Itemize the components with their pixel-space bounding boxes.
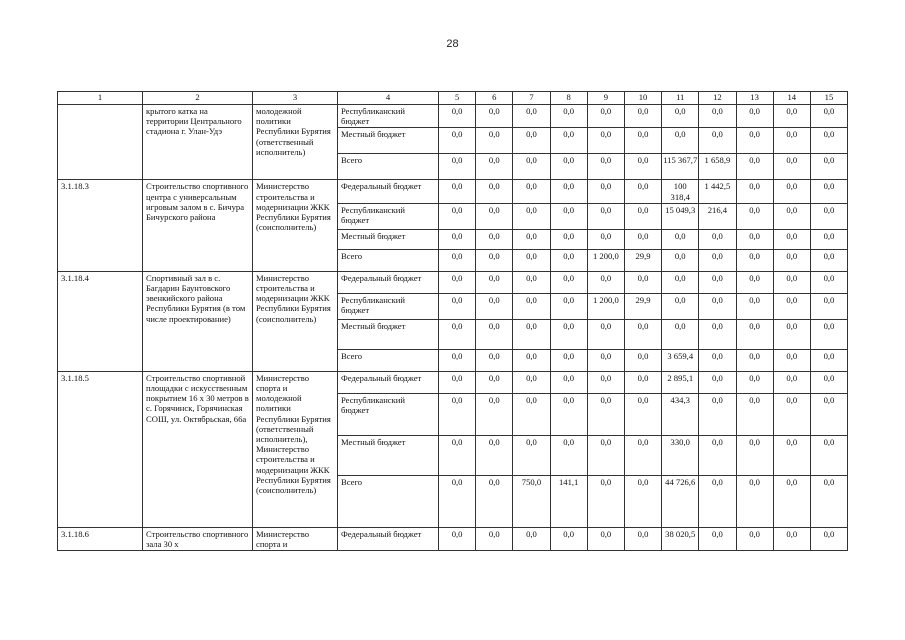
value-cell: 0,0 bbox=[513, 371, 550, 393]
value-cell: 2 895,1 bbox=[662, 371, 699, 393]
value-cell: 0,0 bbox=[439, 475, 476, 527]
value-cell: 0,0 bbox=[550, 319, 587, 349]
value-cell: 0,0 bbox=[699, 349, 736, 371]
value-cell: 0,0 bbox=[439, 393, 476, 435]
value-cell: 0,0 bbox=[624, 180, 661, 203]
funding-source-cell: Местный бюджет bbox=[338, 229, 439, 249]
value-cell: 0,0 bbox=[810, 154, 847, 180]
value-cell: 0,0 bbox=[699, 319, 736, 349]
header-cell: 12 bbox=[699, 92, 736, 105]
value-cell: 0,0 bbox=[587, 475, 624, 527]
value-cell: 0,0 bbox=[810, 319, 847, 349]
value-cell: 0,0 bbox=[513, 435, 550, 475]
value-cell: 0,0 bbox=[810, 435, 847, 475]
table-row bbox=[58, 105, 848, 128]
value-cell: 0,0 bbox=[773, 229, 810, 249]
page-number: 28 bbox=[446, 38, 459, 50]
value-cell: 0,0 bbox=[476, 105, 513, 128]
value-cell: 0,0 bbox=[513, 271, 550, 293]
value-cell: 0,0 bbox=[662, 271, 699, 293]
value-cell: 0,0 bbox=[773, 249, 810, 271]
value-cell: 0,0 bbox=[513, 203, 550, 229]
table-row bbox=[58, 271, 848, 293]
row-id-cell: 3.1.18.6 bbox=[58, 527, 143, 550]
value-cell: 330,0 bbox=[662, 435, 699, 475]
value-cell: 1 442,5 bbox=[699, 180, 736, 203]
value-cell: 100 318,4 bbox=[662, 180, 699, 203]
value-cell: 0,0 bbox=[550, 527, 587, 550]
value-cell: 0,0 bbox=[662, 128, 699, 154]
table-row bbox=[58, 371, 848, 393]
value-cell: 0,0 bbox=[476, 203, 513, 229]
value-cell: 1 658,9 bbox=[699, 154, 736, 180]
value-cell: 0,0 bbox=[550, 229, 587, 249]
value-cell: 0,0 bbox=[476, 293, 513, 319]
value-cell: 0,0 bbox=[810, 527, 847, 550]
value-cell: 0,0 bbox=[810, 293, 847, 319]
value-cell: 0,0 bbox=[624, 349, 661, 371]
value-cell: 0,0 bbox=[476, 229, 513, 249]
value-cell: 0,0 bbox=[513, 249, 550, 271]
value-cell: 0,0 bbox=[699, 105, 736, 128]
value-cell: 0,0 bbox=[439, 154, 476, 180]
executor-cell: молодежной политики Республики Бурятия (ответственный исполнитель) bbox=[253, 105, 338, 180]
value-cell: 15 049,3 bbox=[662, 203, 699, 229]
funding-source-cell: Местный бюджет bbox=[338, 435, 439, 475]
value-cell: 0,0 bbox=[662, 229, 699, 249]
value-cell: 0,0 bbox=[587, 527, 624, 550]
header-cell: 15 bbox=[810, 92, 847, 105]
value-cell: 0,0 bbox=[699, 229, 736, 249]
header-cell: 7 bbox=[513, 92, 550, 105]
value-cell: 0,0 bbox=[587, 349, 624, 371]
value-cell: 0,0 bbox=[476, 271, 513, 293]
value-cell: 0,0 bbox=[624, 271, 661, 293]
funding-source-cell: Республиканский бюджет bbox=[338, 293, 439, 319]
header-cell: 5 bbox=[439, 92, 476, 105]
event-name-cell: крытого катка на территории Центрального стадиона г. Улан-Удэ bbox=[143, 105, 253, 180]
value-cell: 0,0 bbox=[439, 128, 476, 154]
value-cell: 0,0 bbox=[699, 271, 736, 293]
value-cell: 0,0 bbox=[736, 249, 773, 271]
value-cell: 0,0 bbox=[550, 203, 587, 229]
value-cell: 0,0 bbox=[587, 435, 624, 475]
value-cell: 0,0 bbox=[773, 349, 810, 371]
value-cell: 0,0 bbox=[513, 105, 550, 128]
value-cell: 0,0 bbox=[736, 229, 773, 249]
funding-source-cell: Местный бюджет bbox=[338, 319, 439, 349]
value-cell: 0,0 bbox=[513, 527, 550, 550]
value-cell: 0,0 bbox=[699, 293, 736, 319]
value-cell: 0,0 bbox=[587, 319, 624, 349]
value-cell: 0,0 bbox=[550, 249, 587, 271]
event-name-cell: Строительство спортивной площадки с искусственным покрытием 16 х 30 метров в с. Горячинск, Горячинская СОШ, ул. Октябрьская, 66а bbox=[143, 371, 253, 527]
table-row bbox=[58, 180, 848, 203]
header-cell: 9 bbox=[587, 92, 624, 105]
funding-source-cell: Всего bbox=[338, 475, 439, 527]
value-cell: 0,0 bbox=[736, 154, 773, 180]
executor-cell: Министерство строительства и модернизации ЖКК Республики Бурятия (соисполнитель) bbox=[253, 180, 338, 271]
value-cell: 0,0 bbox=[513, 229, 550, 249]
value-cell: 0,0 bbox=[736, 271, 773, 293]
value-cell: 0,0 bbox=[439, 319, 476, 349]
value-cell: 0,0 bbox=[624, 105, 661, 128]
table-body bbox=[58, 105, 848, 551]
value-cell: 0,0 bbox=[624, 154, 661, 180]
value-cell: 0,0 bbox=[810, 229, 847, 249]
value-cell: 0,0 bbox=[439, 527, 476, 550]
value-cell: 0,0 bbox=[624, 128, 661, 154]
value-cell: 0,0 bbox=[773, 180, 810, 203]
value-cell: 0,0 bbox=[550, 154, 587, 180]
value-cell: 0,0 bbox=[699, 128, 736, 154]
value-cell: 0,0 bbox=[587, 393, 624, 435]
value-cell: 0,0 bbox=[736, 527, 773, 550]
value-cell: 3 659,4 bbox=[662, 349, 699, 371]
value-cell: 0,0 bbox=[587, 154, 624, 180]
event-name-cell: Строительство спортивного центра с универсальным игровым залом в с. Бичура Бичурского района bbox=[143, 180, 253, 271]
row-id-cell: 3.1.18.4 bbox=[58, 271, 143, 371]
value-cell: 0,0 bbox=[736, 393, 773, 435]
value-cell: 0,0 bbox=[439, 271, 476, 293]
value-cell: 0,0 bbox=[699, 393, 736, 435]
executor-cell: Министерство спорта и bbox=[253, 527, 338, 550]
value-cell: 0,0 bbox=[810, 349, 847, 371]
value-cell: 0,0 bbox=[587, 203, 624, 229]
value-cell: 0,0 bbox=[773, 154, 810, 180]
value-cell: 29,9 bbox=[624, 249, 661, 271]
header-cell: 2 bbox=[143, 92, 253, 105]
value-cell: 0,0 bbox=[624, 527, 661, 550]
funding-source-cell: Республиканский бюджет bbox=[338, 393, 439, 435]
value-cell: 0,0 bbox=[624, 229, 661, 249]
value-cell: 0,0 bbox=[513, 154, 550, 180]
value-cell: 0,0 bbox=[439, 435, 476, 475]
value-cell: 0,0 bbox=[439, 180, 476, 203]
value-cell: 0,0 bbox=[736, 435, 773, 475]
funding-source-cell: Республиканский бюджет bbox=[338, 203, 439, 229]
event-name-cell: Строительство спортивного зала 30 х bbox=[143, 527, 253, 550]
value-cell: 0,0 bbox=[550, 435, 587, 475]
value-cell: 1 200,0 bbox=[587, 249, 624, 271]
value-cell: 0,0 bbox=[476, 435, 513, 475]
value-cell: 0,0 bbox=[699, 371, 736, 393]
funding-source-cell: Республиканский бюджет bbox=[338, 105, 439, 128]
row-id-cell: 3.1.18.3 bbox=[58, 180, 143, 271]
value-cell: 0,0 bbox=[513, 319, 550, 349]
value-cell: 0,0 bbox=[513, 128, 550, 154]
row-id-cell: 3.1.18.5 bbox=[58, 371, 143, 527]
value-cell: 0,0 bbox=[476, 319, 513, 349]
value-cell: 0,0 bbox=[587, 105, 624, 128]
value-cell: 0,0 bbox=[476, 475, 513, 527]
value-cell: 0,0 bbox=[810, 249, 847, 271]
value-cell: 0,0 bbox=[476, 180, 513, 203]
funding-source-cell: Федеральный бюджет bbox=[338, 527, 439, 550]
value-cell: 0,0 bbox=[662, 105, 699, 128]
value-cell: 0,0 bbox=[587, 229, 624, 249]
funding-source-cell: Всего bbox=[338, 349, 439, 371]
value-cell: 0,0 bbox=[736, 475, 773, 527]
event-name-cell: Спортивный зал в с. Багдарин Баунтовского эвенкийского района Республики Бурятия (в том числе проектирование) bbox=[143, 271, 253, 371]
value-cell: 0,0 bbox=[550, 105, 587, 128]
value-cell: 44 726,6 bbox=[662, 475, 699, 527]
value-cell: 0,0 bbox=[476, 154, 513, 180]
value-cell: 0,0 bbox=[736, 371, 773, 393]
value-cell: 0,0 bbox=[810, 271, 847, 293]
value-cell: 1 200,0 bbox=[587, 293, 624, 319]
value-cell: 0,0 bbox=[773, 371, 810, 393]
header-cell: 11 bbox=[662, 92, 699, 105]
value-cell: 0,0 bbox=[476, 249, 513, 271]
value-cell: 0,0 bbox=[550, 293, 587, 319]
header-row bbox=[58, 92, 848, 105]
header-cell: 8 bbox=[550, 92, 587, 105]
value-cell: 0,0 bbox=[810, 371, 847, 393]
value-cell: 0,0 bbox=[624, 371, 661, 393]
value-cell: 0,0 bbox=[550, 271, 587, 293]
value-cell: 0,0 bbox=[476, 371, 513, 393]
funding-source-cell: Федеральный бюджет bbox=[338, 371, 439, 393]
value-cell: 0,0 bbox=[699, 527, 736, 550]
value-cell: 0,0 bbox=[773, 105, 810, 128]
value-cell: 0,0 bbox=[550, 128, 587, 154]
value-cell: 0,0 bbox=[587, 371, 624, 393]
value-cell: 0,0 bbox=[736, 180, 773, 203]
value-cell: 0,0 bbox=[662, 249, 699, 271]
value-cell: 0,0 bbox=[810, 105, 847, 128]
value-cell: 0,0 bbox=[662, 319, 699, 349]
value-cell: 0,0 bbox=[550, 349, 587, 371]
value-cell: 0,0 bbox=[476, 349, 513, 371]
value-cell: 0,0 bbox=[513, 393, 550, 435]
value-cell: 0,0 bbox=[773, 128, 810, 154]
value-cell: 0,0 bbox=[810, 203, 847, 229]
funding-source-cell: Всего bbox=[338, 154, 439, 180]
value-cell: 0,0 bbox=[773, 475, 810, 527]
value-cell: 29,9 bbox=[624, 293, 661, 319]
value-cell: 0,0 bbox=[513, 349, 550, 371]
value-cell: 0,0 bbox=[773, 527, 810, 550]
value-cell: 0,0 bbox=[699, 249, 736, 271]
value-cell: 0,0 bbox=[513, 180, 550, 203]
value-cell: 0,0 bbox=[587, 180, 624, 203]
executor-cell: Министерство спорта и молодежной политики Республики Бурятия (ответственный исполнитель), Министерство строительства и модернизации ЖКК Республики Бурятия (соисполнитель) bbox=[253, 371, 338, 527]
value-cell: 0,0 bbox=[587, 128, 624, 154]
value-cell: 0,0 bbox=[699, 435, 736, 475]
budget-table bbox=[57, 91, 848, 551]
value-cell: 0,0 bbox=[439, 203, 476, 229]
value-cell: 0,0 bbox=[736, 105, 773, 128]
value-cell: 0,0 bbox=[810, 180, 847, 203]
header-cell: 4 bbox=[338, 92, 439, 105]
value-cell: 434,3 bbox=[662, 393, 699, 435]
value-cell: 0,0 bbox=[624, 393, 661, 435]
value-cell: 216,4 bbox=[699, 203, 736, 229]
header-cell: 10 bbox=[624, 92, 661, 105]
table-row bbox=[58, 527, 848, 550]
value-cell: 0,0 bbox=[439, 371, 476, 393]
value-cell: 0,0 bbox=[736, 128, 773, 154]
value-cell: 750,0 bbox=[513, 475, 550, 527]
funding-source-cell: Местный бюджет bbox=[338, 128, 439, 154]
value-cell: 0,0 bbox=[662, 293, 699, 319]
value-cell: 0,0 bbox=[439, 293, 476, 319]
value-cell: 0,0 bbox=[550, 180, 587, 203]
value-cell: 0,0 bbox=[439, 349, 476, 371]
value-cell: 0,0 bbox=[699, 475, 736, 527]
value-cell: 0,0 bbox=[624, 319, 661, 349]
value-cell: 0,0 bbox=[773, 435, 810, 475]
value-cell: 0,0 bbox=[439, 105, 476, 128]
value-cell: 0,0 bbox=[773, 271, 810, 293]
value-cell: 0,0 bbox=[773, 203, 810, 229]
value-cell: 0,0 bbox=[773, 319, 810, 349]
row-id-cell bbox=[58, 105, 143, 180]
value-cell: 115 367,7 bbox=[662, 154, 699, 180]
value-cell: 141,1 bbox=[550, 475, 587, 527]
header-cell: 6 bbox=[476, 92, 513, 105]
value-cell: 0,0 bbox=[773, 293, 810, 319]
value-cell: 0,0 bbox=[810, 393, 847, 435]
value-cell: 0,0 bbox=[624, 435, 661, 475]
value-cell: 0,0 bbox=[439, 229, 476, 249]
value-cell: 0,0 bbox=[476, 527, 513, 550]
executor-cell: Министерство строительства и модернизации ЖКК Республики Бурятия (соисполнитель) bbox=[253, 271, 338, 371]
header-cell: 13 bbox=[736, 92, 773, 105]
value-cell: 0,0 bbox=[810, 475, 847, 527]
header-cell: 1 bbox=[58, 92, 143, 105]
value-cell: 0,0 bbox=[476, 393, 513, 435]
funding-source-cell: Федеральный бюджет bbox=[338, 271, 439, 293]
header-cell: 3 bbox=[253, 92, 338, 105]
value-cell: 0,0 bbox=[550, 393, 587, 435]
value-cell: 0,0 bbox=[513, 293, 550, 319]
value-cell: 0,0 bbox=[439, 249, 476, 271]
value-cell: 0,0 bbox=[810, 128, 847, 154]
value-cell: 0,0 bbox=[587, 271, 624, 293]
value-cell: 0,0 bbox=[624, 203, 661, 229]
table-header bbox=[58, 92, 848, 105]
value-cell: 38 020,5 bbox=[662, 527, 699, 550]
value-cell: 0,0 bbox=[736, 203, 773, 229]
value-cell: 0,0 bbox=[736, 319, 773, 349]
value-cell: 0,0 bbox=[736, 349, 773, 371]
value-cell: 0,0 bbox=[736, 293, 773, 319]
value-cell: 0,0 bbox=[550, 371, 587, 393]
value-cell: 0,0 bbox=[476, 128, 513, 154]
value-cell: 0,0 bbox=[773, 393, 810, 435]
header-cell: 14 bbox=[773, 92, 810, 105]
value-cell: 0,0 bbox=[624, 475, 661, 527]
funding-source-cell: Всего bbox=[338, 249, 439, 271]
funding-source-cell: Федеральный бюджет bbox=[338, 180, 439, 203]
